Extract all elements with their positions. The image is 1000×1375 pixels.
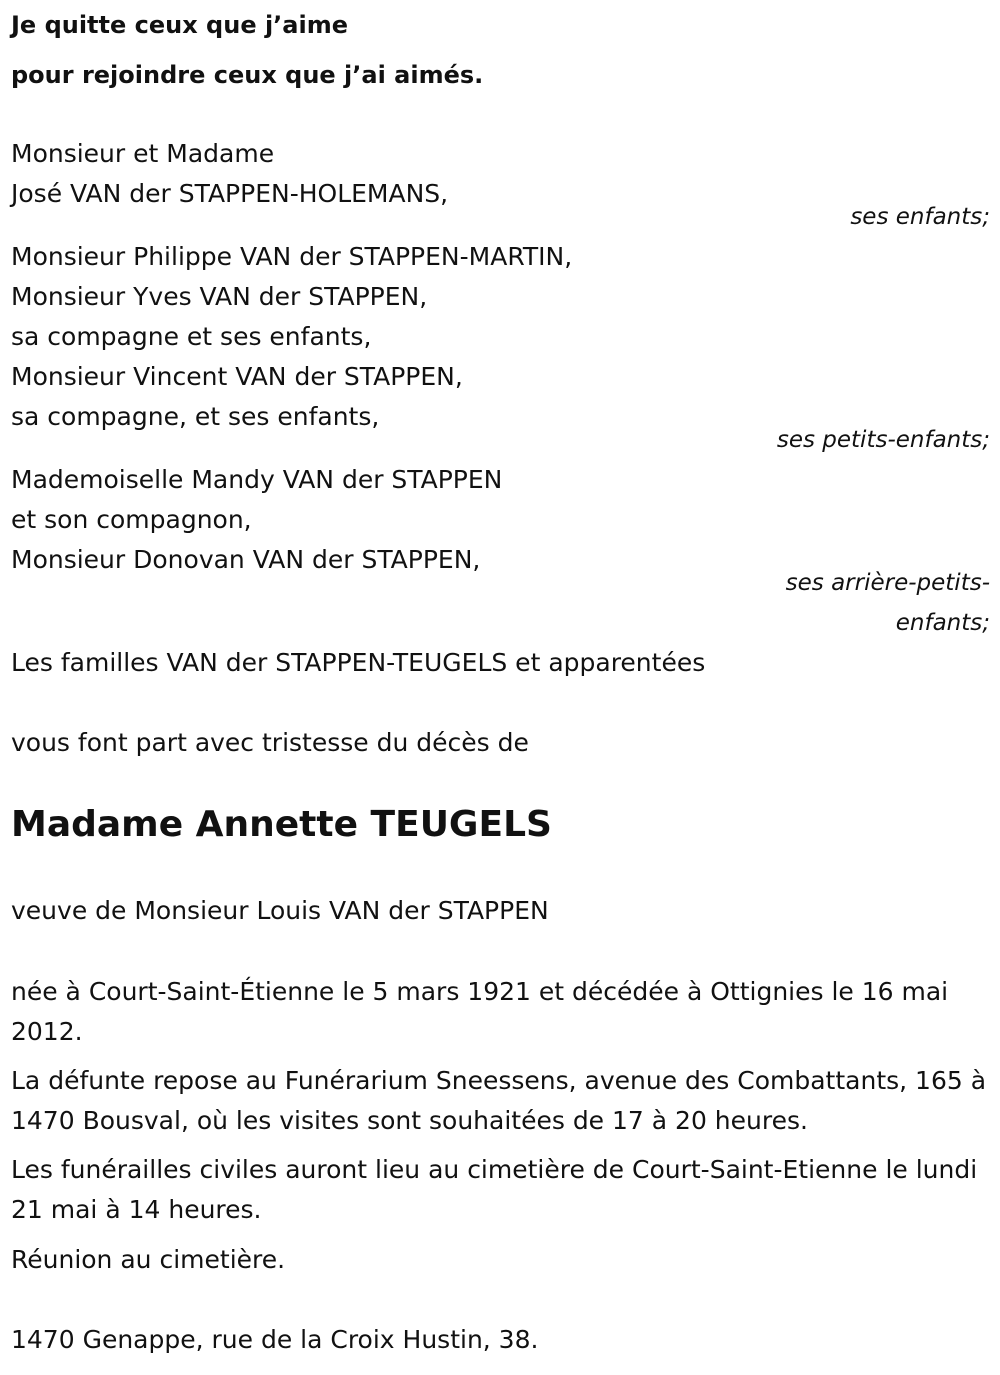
repose-paragraph: La défunte repose au Funérarium Sneessens, avenue des Combattants, 165 à 1470 Bousval, où les visites sont souhaitées de 17 à 20 heures.	[11, 1066, 987, 1135]
grandchild-line-1: Monsieur Philippe VAN der STAPPEN-MARTIN,	[11, 242, 573, 271]
relation-great-grandchildren-2: enfants;	[895, 610, 990, 636]
address-line: 1470 Genappe, rue de la Croix Hustin, 38.	[11, 1325, 539, 1354]
widow-of-line: veuve de Monsieur Louis VAN der STAPPEN	[11, 896, 549, 925]
grandchild-line-2: Monsieur Yves VAN der STAPPEN,	[11, 282, 428, 311]
great-grandchild-line-2: et son compagnon,	[11, 505, 252, 534]
announcement-line: vous font part avec tristesse du décès de	[11, 728, 529, 757]
deceased-name: Madame Annette TEUGELS	[11, 804, 552, 845]
funeral-paragraph: Les funérailles civiles auront lieu au cimetière de Court-Saint-Etienne le lundi 21 mai à 14 heures.	[11, 1155, 978, 1224]
relation-great-grandchildren-1: ses arrière-petits-	[785, 570, 990, 596]
grandchild-line-5: sa compagne, et ses enfants,	[11, 402, 380, 431]
birth-death-paragraph: née à Court-Saint-Étienne le 5 mars 1921 et décédée à Ottignies le 16 mai 2012.	[11, 977, 949, 1046]
grandchild-line-4: Monsieur Vincent VAN der STAPPEN,	[11, 362, 463, 391]
children-line-1: Monsieur et Madame	[11, 139, 275, 168]
great-grandchild-line-3: Monsieur Donovan VAN der STAPPEN,	[11, 545, 481, 574]
epigraph-line-1: Je quitte ceux que j’aime	[11, 11, 349, 39]
epigraph-line-2: pour rejoindre ceux que j’ai aimés.	[11, 61, 484, 89]
families-line: Les familles VAN der STAPPEN-TEUGELS et apparentées	[11, 648, 706, 677]
children-line-2: José VAN der STAPPEN-HOLEMANS,	[11, 179, 449, 208]
meeting-paragraph: Réunion au cimetière.	[11, 1245, 286, 1274]
great-grandchild-line-1: Mademoiselle Mandy VAN der STAPPEN	[11, 465, 503, 494]
grandchild-line-3: sa compagne et ses enfants,	[11, 322, 372, 351]
relation-grandchildren: ses petits-enfants;	[776, 427, 990, 453]
relation-children: ses enfants;	[850, 204, 990, 230]
